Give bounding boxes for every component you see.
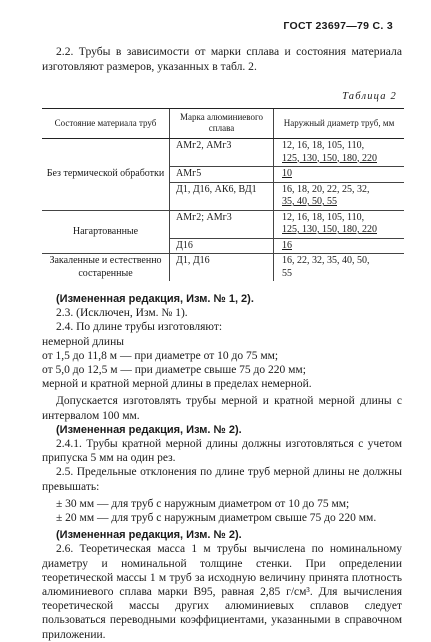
length-type: немерной длины [42, 335, 124, 348]
grade-cell: Д1, Д16, АК6, ВД1 [170, 182, 274, 210]
page-header: ГОСТ 23697—79 С. 3 [283, 20, 393, 32]
col-header-state: Состояние материала труб [42, 109, 170, 139]
diameter-line: 12, 16, 18, 105, 110, [282, 140, 365, 151]
clause-2-5: 2.5. Предельные отклонения по длине труб мерной длины не должны превышать: [42, 466, 402, 493]
diameter-line: 16, 18, 20, 22, 25, 32, [282, 183, 370, 195]
diameter-line: 10 [282, 168, 292, 179]
clause-2-6: 2.6. Теоретическая масса 1 м трубы вычислена по номинальному диаметру и номинальной толщине стенки. При определении теоретической массы 1 м труб за исходную величину принята плотность алюминиевого сплава марки В95, равная 2,85 г/см³. Для вычисления теоретической массы других алюминиевых сплавов следует пользоваться переводными коэффициентами, указанными в справочном приложении. [42, 543, 402, 641]
table-caption: Таблица 2 [342, 91, 397, 102]
table-row [42, 139, 404, 167]
table-row [42, 254, 404, 282]
diameter-cell [274, 182, 405, 210]
clause-2-4: 2.4. По длине трубы изготовляют: [56, 321, 223, 334]
diameter-line: 16 [282, 239, 292, 251]
intro-paragraph: 2.2. Трубы в зависимости от марки сплава и состояния материала изготовляют размеров, указанных в табл. 2. [42, 45, 402, 73]
table-header-row [42, 109, 404, 139]
diameter-line: 125, 130, 150, 180, 220 [282, 152, 377, 164]
clause-2-4-1: 2.4.1. Трубы кратной мерной длины должны изготовляться с учетом припуска 5 мм на один рез. [42, 438, 402, 465]
grade-cell: Д16 [170, 238, 274, 254]
amendment-note: (Измененная редакция, Изм. № 2). [56, 423, 242, 436]
diameter-cell [274, 210, 405, 238]
length-range: от 1,5 до 11,8 м — при диаметре от 10 до 75 мм; [42, 349, 279, 362]
grade-cell: Д1, Д16 [170, 254, 274, 282]
diameter-line: 16, 22, 32, 35, 40, 50, [282, 255, 370, 266]
col-header-grade: Марка алюминиевого сплава [170, 109, 274, 139]
paragraph: Допускается изготовлять трубы мерной и кратной мерной длины с интервалом 100 мм. [42, 395, 402, 422]
length-range: от 5,0 до 12,5 м — при диаметре свыше 75 до 220 мм; [42, 364, 306, 377]
state-cell: Нагартованные [42, 210, 170, 254]
tolerance-item: ± 30 мм — для труб с наружным диаметром от 10 до 75 мм; [56, 497, 350, 510]
amendment-note: (Измененная редакция, Изм. № 1, 2). [56, 293, 254, 305]
amendment-note: (Измененная редакция, Изм. № 2). [56, 529, 242, 542]
grade-cell: АМг5 [170, 167, 274, 183]
diameter-line: 55 [282, 267, 292, 279]
diameter-line: 125, 130, 150, 180, 220 [282, 224, 377, 235]
clause-2-3: 2.3. (Исключен, Изм. № 1). [56, 307, 188, 320]
table-row [42, 210, 404, 238]
body-text [42, 292, 402, 642]
diameter-line: 35, 40, 50, 55 [282, 196, 337, 207]
diameter-cell [274, 139, 405, 167]
state-cell: Закаленные и естественно состаренные [42, 254, 170, 282]
state-cell: Без термической обработки [46, 168, 165, 179]
tolerance-item: ± 20 мм — для труб с наружным диаметром свыше 75 до 220 мм. [56, 512, 377, 525]
grade-cell: АМг2, АМг3 [170, 139, 274, 167]
length-type: мерной и кратной мерной длины в пределах немерной. [42, 378, 312, 391]
diameter-line: 12, 16, 18, 105, 110, [282, 211, 365, 223]
diameter-cell [274, 238, 405, 254]
diameter-cell [274, 167, 405, 183]
grade-cell: АМг2; АМг3 [170, 210, 274, 238]
col-header-diameter: Наружный диаметр труб, мм [274, 109, 405, 139]
spec-table [42, 108, 404, 281]
diameter-cell [274, 254, 405, 282]
